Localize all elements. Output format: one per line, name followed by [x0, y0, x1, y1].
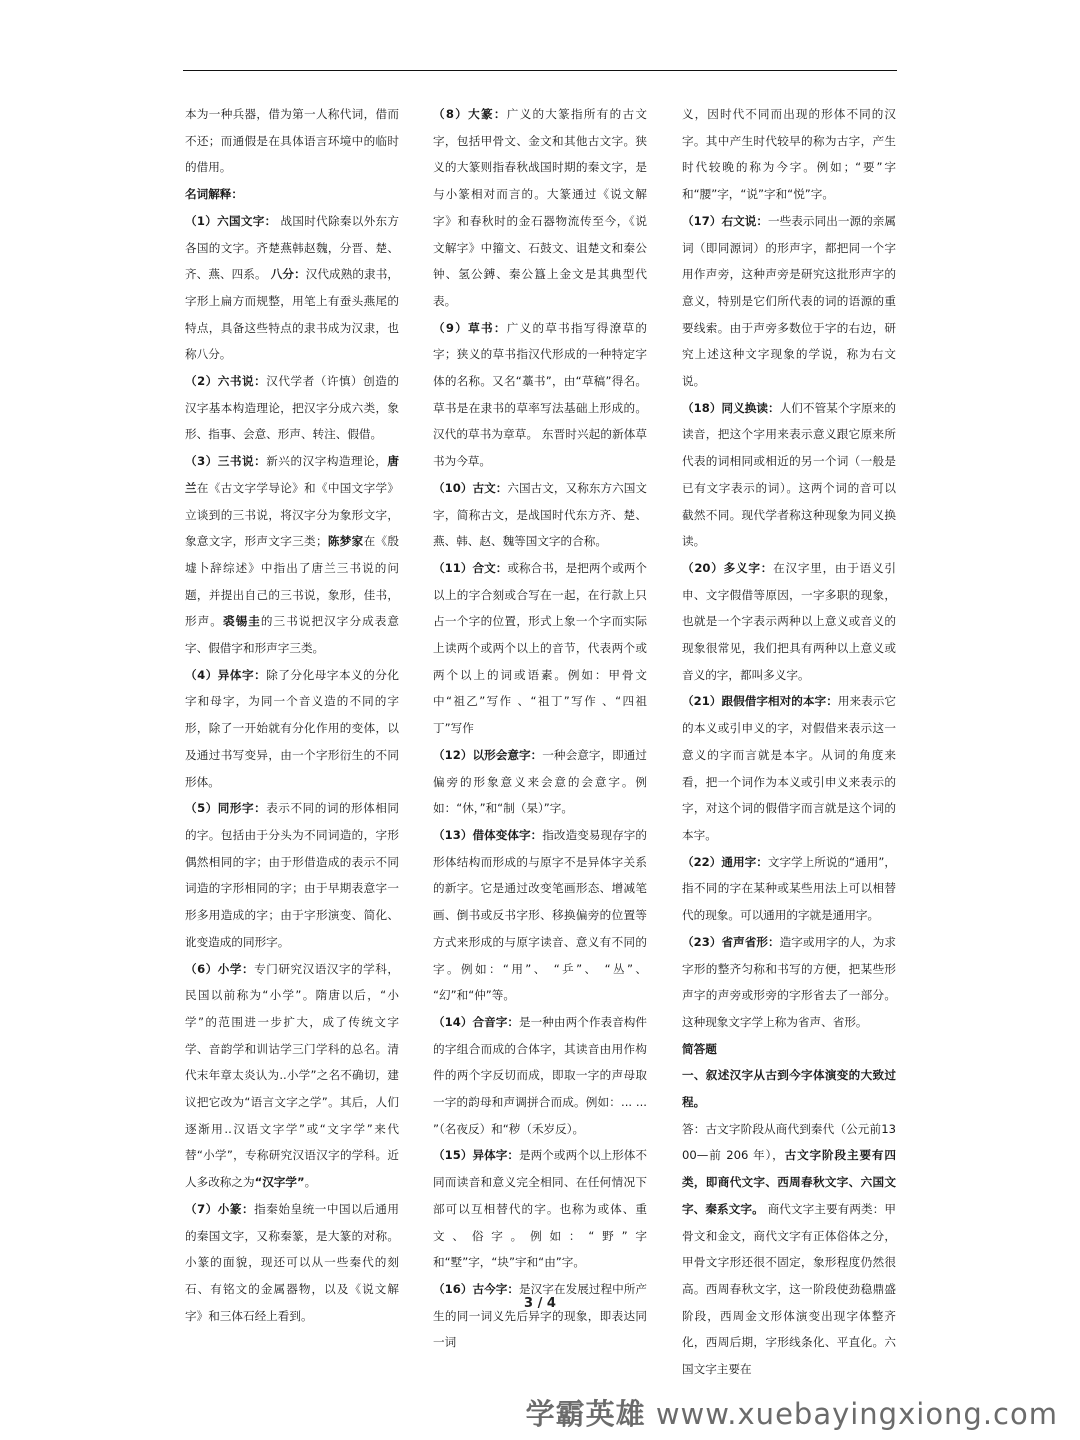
column-left — [185, 101, 399, 1329]
term-definition: 是汉字在发展过程中所产生的同一词义先后异字的现象，即表达同一词 — [433, 1281, 647, 1350]
term-definition: 除了分化母字本义的分化字和母字，为同一个音义造的不同的字形，除了一开始就有分化作用的变体，以及通过书写变异，由一个字形衍生的不同形体。 — [185, 667, 399, 789]
term-entry-4 — [185, 662, 399, 796]
term-label: （15）异体字： — [433, 1148, 520, 1163]
term-entry-16-continued — [682, 101, 896, 208]
term-entry-14 — [433, 1009, 647, 1143]
term-label: （7）小篆： — [185, 1201, 255, 1216]
term-label: （10）古文： — [433, 480, 508, 495]
term-definition: 。 — [304, 1175, 317, 1190]
term-definition: 广义的大篆指所有的古文字，包括甲骨文、金文和其他古文字。狭义的大篆则指春秋战国时期的秦文字，是与小篆相对而言的。大篆通过《说文解字》和春秋时的金石器物流传至今，《说文解字》中籀文、石鼓文、诅楚文和秦公钟、氢公鎛、秦公簋上金文是其典型代表。 — [433, 107, 647, 308]
term-definition: 汉代成熟的隶书，字形上扁方而规整，用笔上有蚕头燕尾的特点，具备这些特点的隶书成为汉隶，也称八分。 — [185, 267, 399, 362]
term-definition: 文字学上所说的“通用”，指不同的字在某种或某些用法上可以相替代的现象。可以通用的字就是通用字。 — [682, 854, 897, 923]
term-label: （20）多义字： — [682, 560, 774, 575]
term-label: （3）三书说： — [185, 454, 267, 469]
term-definition: 在《古文字学导论》和《中国文字学》立谈到的三书说，将汉字分为象形文字，象意文字，形声文字三类； — [185, 480, 399, 549]
page-number: 3 / 4 — [524, 1296, 556, 1311]
term-definition: 一些表示同出一源的亲属词（即同源词）的形声字，都把同一个字用作声旁，这种声旁是研究这批形声字的意义，特别是它们所代表的词的语源的重要线索。由于声旁多数位于字的右边，研究上述这种文字现象的学说，称为右文说。 — [682, 213, 896, 389]
scholar-name: 陈梦家 — [327, 534, 364, 549]
answer-text: 答：古文字阶段从商代到秦代（公元前1300—前 206 年）， — [682, 1121, 896, 1163]
term-label: （4）异体字： — [185, 667, 267, 682]
term-definition: 人们不管某个字原来的读音，把这个字用来表示意义跟它原来所代表的词相同或相近的另一个词（一般是已有文字表示的词）。这两个词的音可以截然不同。现代学者称这种现象为同义换读。 — [682, 400, 896, 549]
section-heading — [682, 1036, 896, 1063]
column-middle — [433, 101, 647, 1356]
term-definition: 专门研究汉语汉字的学科，民国以前称为“小学”。隋唐以后，“小学”的范围进一步扩大，成了传统文字学、音韵学和训诂学三门学科的总名。清代末年章太炎认为..小学”之名不确切，建议把它改为“语言文字之学”。其后，人们逐渐用..汉语文字学”或“文字学”来代替“小学”，专称研究汉语汉字的学科。近人多改称之为 — [185, 961, 399, 1190]
term-definition: 广义的草书指写得潦草的字；狭义的草书指汉代形成的一种特定字体的名称。又名“藁书”，由“草稿”得名。草书是在隶书的草率写法基础上形成的。 汉代的草书为章草。 东晋时兴起的新体草书为今草。 — [433, 320, 647, 469]
term-definition: 一种会意字，即通过偏旁的形象意义来会意的会意字。例如：“休，”和“制（杲）”字。 — [433, 747, 647, 816]
term-label: （23）省声省形： — [682, 934, 780, 949]
answer-1 — [682, 1116, 896, 1383]
watermark-url: www.xuebayingxiong.com — [655, 1397, 1058, 1431]
term-entry-21 — [682, 688, 896, 848]
term-definition: 六国古文，又称东方六国文字，简称古文，是战国时代东方齐、楚、燕、韩、赵、魏等国文字的合称。 — [433, 480, 647, 549]
term-label: （11）合文： — [433, 560, 508, 575]
header-rule — [183, 70, 897, 71]
term-entry-16 — [433, 1276, 647, 1356]
term-label: （13）借体变体字： — [433, 827, 543, 842]
term-entry-2 — [185, 368, 399, 448]
term-entry-17 — [682, 208, 896, 395]
term-definition: 战国时代除秦以外东方各国的文字。齐楚燕韩赵魏，分晋、楚、齐、燕、四系。 — [185, 213, 399, 282]
term-definition: 是两个或两个以上形体不同而读音和意义完全相同、在任何情况下部可以互相替代的字。也称为或体、重文、俗字。例如：“野”字和“墅”字，“块”宇和“由”字。 — [433, 1148, 647, 1270]
term-definition: 汉代学者（许慎）创造的汉字基本构造理论，把汉字分成六类，象形、指事、会意、形声、转注、假借。 — [185, 374, 399, 442]
term-definition: 或称合书，是把两个或两个以上的字合刻或合写在一起，在行款上只占一个字的位置，形式上象一个字而实际上读两个或两个以上的音节，代表两个或两个以上的词或语素。例如：甲骨文中“祖乙”写作 、“祖丁”写作 、“四祖丁”写作 — [433, 560, 647, 736]
scholar-name: 裘锡圭 — [222, 614, 261, 629]
term-label: （5）同形字： — [185, 801, 267, 816]
scholar-name: 唐兰 — [185, 454, 399, 495]
question-text: 一、叙述汉字从古到今字体演变的大致过程。 — [682, 1068, 896, 1110]
term-entry-22 — [682, 849, 896, 929]
watermark-brand: 学霸英雄 — [525, 1397, 646, 1431]
term-definition: 指改造变易现存字的形体结构而形成的与原字不是异体字关系的新字。它是通过改变笔画形态、增减笔画、倒书或反书字形、移换偏旁的位置等方式来形成的与原字读音、意义有不同的字。例如：“用”、 “乒”、 “丛”、 “幻”和“仲”等。 — [433, 827, 647, 1003]
answer-emphasis: 古文字阶段主要有四类，即商代文字、西周春秋文字、六国文字、秦系文字。 — [682, 1148, 896, 1216]
term-label: （22）通用字： — [682, 854, 768, 869]
term-entry-10 — [433, 475, 647, 555]
term-label: （6）小学： — [185, 961, 255, 976]
term-label: （14）合音字： — [433, 1014, 520, 1029]
term-label: （2）六书说： — [185, 374, 267, 389]
term-label: （8）大篆： — [433, 107, 507, 121]
term-definition: 表示不同的词的形体相同的字。包括由于分头为不同词造的，字形偶然相同的字；由于形借造成的表示不同词造的字形相同的字；由于早期表意字一形多用造成的字；由于字形演变、简化、讹变造成的同形字。 — [185, 801, 399, 949]
term-label: （18）同义换读： — [682, 400, 780, 415]
term-definition: 的三书说把汉字分成表意字、假借字和形声字三类。 — [185, 614, 399, 656]
term-entry-13 — [433, 822, 647, 1009]
term-entry-6 — [185, 956, 399, 1196]
term-definition: 指秦始皇统一中国以后通用的秦国文字，又称秦篆，是大篆的对称。小篆的面貌，现还可以从一些秦代的刻石、有铭文的金属器物，以及《说文解字》和三体石经上看到。 — [185, 1201, 399, 1323]
term-label: （17）右文说： — [682, 213, 769, 228]
term-label: 八分： — [266, 267, 306, 282]
term-entry-12 — [433, 742, 647, 822]
paragraph — [185, 101, 399, 181]
term-entry-18 — [682, 395, 896, 555]
term-definition: 在汉字里，由于语义引申、文字假借等原因，一字多职的现象，也就是一个字表示两种以上意义或音义的现象很常见，我们把具有两种以上意义或音义的字，都叫多义字。 — [682, 560, 896, 682]
question-1 — [682, 1062, 896, 1115]
term-label: （12）以形会意字： — [433, 747, 543, 762]
term-entry-5 — [185, 795, 399, 955]
term-definition: 义，因时代不同而出现的形体不同的汉字。其中产生时代较早的称为古字，产生时代较晚的称为今字。例如；“要”字和“腰”字，“说”字和“悦”字。 — [682, 107, 896, 202]
term-definition: 造字或用字的人，为求字形的整齐匀称和书写的方便，把某些形声字的声旁或形旁的字形省去了一部分。这种现象文字学上称为省声、省形。 — [682, 934, 896, 1029]
term-entry-15 — [433, 1142, 647, 1276]
term-definition: 是一种由两个作表音构件的字组合而成的合体字，其读音由用作构件的两个字反切而成，即取一字的声母取一字的韵母和声调拼合而成。例如：... ... ”（名夜反）和“秽（禾岁反）。 — [433, 1014, 647, 1136]
term-entry-23 — [682, 929, 896, 1036]
section-heading — [185, 181, 399, 208]
column-right — [682, 101, 896, 1383]
term-entry-8 — [433, 101, 647, 315]
term-emphasis: “汉字学” — [254, 1175, 305, 1190]
term-label: （21）跟假借字相对的本字： — [682, 694, 838, 709]
term-definition: 用来表示它的本义或引申义的字，对假借来表示这一意义的字而言就是本字。从词的角度来看，把一个词作为本义或引申义来表示的字，对这个词的假借字而言就是这个词的本字。 — [682, 694, 896, 842]
watermark — [526, 1392, 1058, 1433]
term-definition: 在《殷墟卜辞综述》中指出了唐兰三书说的问题，并提出自己的三书说，象形，佳书，形声。 — [185, 534, 399, 629]
heading-text: 名词解释： — [185, 187, 243, 202]
heading-text: 简答题 — [682, 1041, 717, 1056]
term-definition: 新兴的汉字构造理论， — [266, 454, 388, 469]
term-entry-3 — [185, 448, 399, 662]
term-entry-9 — [433, 315, 647, 475]
term-entry-11 — [433, 555, 647, 742]
term-entry-20 — [682, 555, 896, 689]
term-label: （16）古今字： — [433, 1281, 520, 1296]
term-label: （1）六国文字： — [185, 213, 277, 228]
answer-text: 商代文字主要有两类：甲骨文和金文，商代文字有正体俗体之分，甲骨文字形还很不固定，象形程度仍然很高。西周春秋文字，这一阶段使劲稳鼎盛阶段，西周金文形体演变出现字体整齐化，西周后期，字形线条化、平直化。六国文字主要在 — [682, 1201, 896, 1377]
paragraph-text: 本为一种兵器，借为第一人称代词，借而不还；而通假是在具体语言环境中的临时的借用。 — [185, 107, 399, 175]
term-entry-1 — [185, 208, 399, 368]
term-label: （9）草书： — [433, 320, 507, 335]
